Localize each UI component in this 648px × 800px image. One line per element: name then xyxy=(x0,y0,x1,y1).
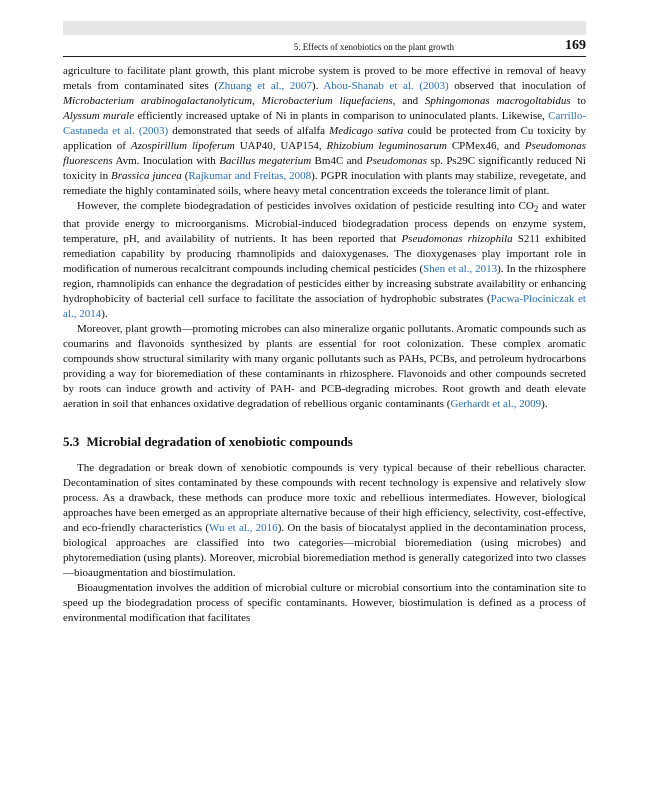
italic-term: Azospirillum lipoferum xyxy=(130,140,235,152)
citation-link[interactable]: Carrillo-Castaneda et al. (2003) xyxy=(63,110,586,137)
text-run: Moreover, plant growth—promoting microbes can also mineralize organic pollutants. Aromatic compounds such as coumarins and flavonoids synthesized by plants are essential for root colonization. These complex aromatic compounds show structural similarity with many organic pollutants such as PAHs, PCBs, and petroleum hydrocarbons providing a way for bioremediation of these contaminants in rhizosphere. Flavonoids and other compounds secreted by roots can induce growth and activity of PAH- and PCB-degrading microbes. Root growth and death elevate aeration in soil that enhances oxidative degradation of rebellious organic contaminants ( xyxy=(63,323,586,411)
paragraph xyxy=(63,199,586,322)
citation-link[interactable]: Zhuang et al., 2007 xyxy=(218,80,312,92)
citation-link[interactable]: Gerhardt et al., 2009 xyxy=(450,398,542,411)
text-run: could be protected from Cu toxicity by application of xyxy=(63,125,586,152)
italic-term: Brassica juncea xyxy=(111,170,182,182)
text-run: ). In the rhizosphere region, rhamnolipids can enhance the degradation of pesticides either by increasing substrate availability or enhancing hydrophobicity of bacterial cell surface to facilitate the association of hydrophobic substrates ( xyxy=(63,263,586,306)
text-run: ). PGPR inoculation with plants may stabilize, revegetate, and remediate the highly contaminated soils, where heavy metal concentration exceeds the tolerance limit of plant. xyxy=(63,170,586,197)
running-title: 5. Effects of xenobiotics on the plant growth xyxy=(293,42,454,52)
citation-link[interactable]: Wu et al., 2016 xyxy=(209,522,278,535)
text-run: demonstrated that seeds of alfalfa xyxy=(168,125,330,137)
header-bar xyxy=(63,21,586,35)
text-run: to xyxy=(570,95,586,107)
italic-term: Medicago sativa xyxy=(329,125,404,137)
text-run: Bioaugmentation involves the addition of microbial culture or microbial consortium into the contamination site to speed up the biodegradation process of specific contaminants. However, biostimulation is defined as a process of environmental modification that facilitates xyxy=(63,582,586,625)
italic-term: Pseudomonas xyxy=(365,155,428,167)
text-run: Bm4C and xyxy=(311,155,366,167)
paragraph xyxy=(63,322,586,412)
section-title: Microbial degradation of xenobiotic compounds xyxy=(86,434,353,450)
text-run: CPMex46, and xyxy=(446,140,525,152)
italic-term: Sphingomonas macrogoltabidus xyxy=(424,95,571,107)
text-run: Avm. Inoculation with xyxy=(112,155,220,167)
italic-term: Alyssum murale xyxy=(63,110,135,122)
text-run: S211 exhibited remediation capability by producing rhamnolipids and daioxygenases. The dioxygenases play important role in modification of numerous recalcitrant compounds including chemical pesticides ( xyxy=(63,233,586,276)
citation-link[interactable]: Shen et al., 2013 xyxy=(423,263,498,276)
citation-link[interactable]: Rajkumar and Freitas, 2008 xyxy=(188,170,312,182)
text-run: agriculture to facilitate plant growth, this plant microbe system is proved to be more effective in removal of heavy metals from contaminated sites ( xyxy=(63,65,586,92)
text-run: ). xyxy=(541,398,548,411)
section-number: 5.3 xyxy=(63,434,80,450)
paragraph xyxy=(63,461,586,581)
italic-term: Pseudomonas fluorescens xyxy=(63,140,586,167)
paragraph xyxy=(63,64,586,199)
text-run: efficiently increased uptake of Ni in plants in comparison to uninoculated plants. Likewise, xyxy=(134,110,549,122)
text-run: ( xyxy=(181,170,189,182)
text-run: ). xyxy=(101,308,108,321)
section-heading xyxy=(63,434,586,449)
italic-term: Microbacterium arabinogalactanolyticum xyxy=(63,95,253,107)
italic-term: Bacillus megaterium xyxy=(219,155,312,167)
running-head xyxy=(63,38,586,57)
text-run: UAP40, UAP154, xyxy=(234,140,327,152)
italic-term: Microbacterium liquefaciens xyxy=(261,95,393,107)
text-run: The degradation or break down of xenobiotic compounds is very typical because of their rebellious character. Decontamination of sites contaminated by these compounds with recent technology is expensive and relatively slow process. As a drawback, these methods can produce more toxic and rebellious intermediates. However, biological approaches have been emerged as an appropriate alternative because of their high efficiency, selectivity, cost-effective, and eco-friendly characteristics ( xyxy=(63,462,586,535)
paragraph xyxy=(63,581,586,626)
citation-link[interactable]: Pacwa-Płociniczak et al., 2014 xyxy=(63,293,586,321)
text-run: , and xyxy=(392,95,425,107)
text-run: However, the complete biodegradation of pesticides involves oxidation of pesticide resulting into CO xyxy=(77,200,534,212)
text-run: sp. Ps29C significantly reduced Ni toxicity in xyxy=(63,155,586,182)
page-number: 169 xyxy=(565,38,586,53)
italic-term: Rhizobium leguminosarum xyxy=(326,140,447,152)
text-run: , xyxy=(252,95,262,107)
body-text xyxy=(63,64,586,626)
subscript: 2 xyxy=(533,204,539,215)
italic-term: Pseudomonas rhizophila xyxy=(401,233,513,246)
text-run: and water that provide energy to microorganisms. Microbial-induced biodegradation process depends on enzyme system, temperature, pH, and availability of nutrients. It has been reported that xyxy=(63,200,587,246)
text-run: observed that inoculation of xyxy=(448,80,586,92)
text-run: ). xyxy=(311,80,324,92)
citation-link[interactable]: Abou-Shanab et al. (2003) xyxy=(323,80,449,92)
text-run: ). On the basis of biocatalyst applied in the decontamination process, biological approaches are classified into two categories—microbial bioremediation (using microbes) and phytoremediation (using plants). Moreover, microbial bioremediation method is generally categorized into two classes—bioaugmentation and biostimulation. xyxy=(63,522,586,580)
